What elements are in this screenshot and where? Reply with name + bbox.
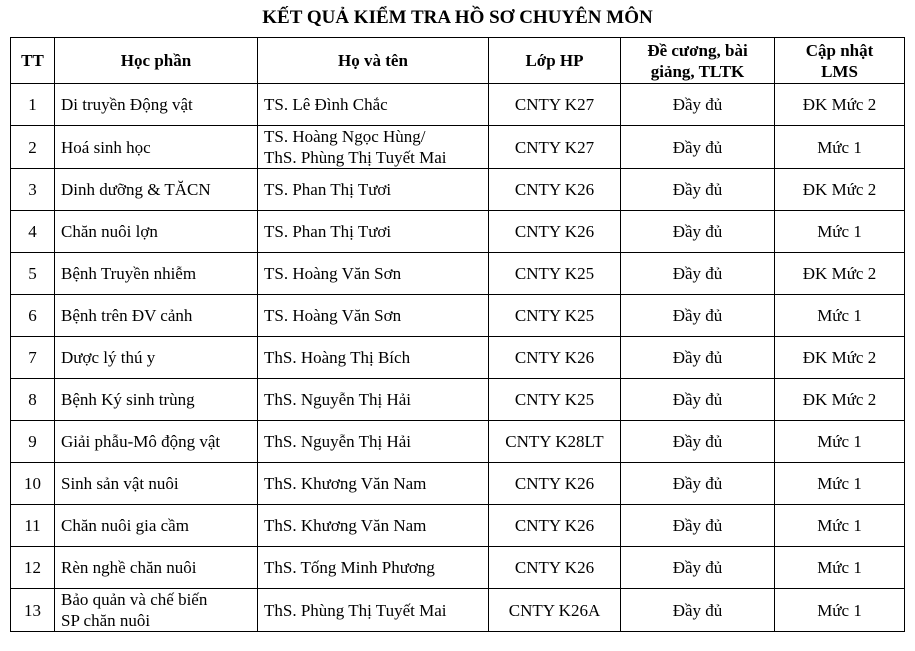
table-row bbox=[11, 421, 905, 463]
class-code: CNTY K27 bbox=[489, 126, 621, 169]
class-code: CNTY K25 bbox=[489, 253, 621, 295]
table-row bbox=[11, 253, 905, 295]
lecturer-name-line1: ThS. Khương Văn Nam bbox=[264, 474, 427, 493]
lecturer-name-line1: TS. Phan Thị Tươi bbox=[264, 180, 392, 199]
course-name-line1: Dược lý thú y bbox=[61, 348, 156, 367]
lecturer-name bbox=[258, 211, 489, 253]
course-name-line1: Rèn nghề chăn nuôi bbox=[61, 558, 197, 577]
table-row bbox=[11, 295, 905, 337]
lecturer-name bbox=[258, 379, 489, 421]
lecturer-name bbox=[258, 505, 489, 547]
row-number: 11 bbox=[11, 505, 55, 547]
syllabus-status: Đầy đủ bbox=[621, 547, 775, 589]
lms-status: Mức 1 bbox=[775, 421, 905, 463]
course-name-line1: Chăn nuôi lợn bbox=[61, 222, 158, 241]
header-tt: TT bbox=[11, 38, 55, 84]
lecturer-name bbox=[258, 126, 489, 169]
course-name-line1: Hoá sinh học bbox=[61, 137, 151, 157]
course-name-line1: Bệnh Ký sinh trùng bbox=[61, 390, 195, 409]
lms-status: ĐK Mức 2 bbox=[775, 379, 905, 421]
table-row bbox=[11, 589, 905, 632]
lms-status: ĐK Mức 2 bbox=[775, 84, 905, 126]
course-name bbox=[55, 589, 258, 632]
course-name-line1: Di truyền Động vật bbox=[61, 95, 193, 114]
table-row bbox=[11, 211, 905, 253]
row-number: 4 bbox=[11, 211, 55, 253]
lms-status: Mức 1 bbox=[775, 463, 905, 505]
class-code: CNTY K26 bbox=[489, 337, 621, 379]
header-cap-nhat-line1: Cập nhật bbox=[805, 40, 874, 60]
header-de-cuong-line1: Đề cương, bài bbox=[647, 40, 748, 60]
lecturer-name-line1: ThS. Khương Văn Nam bbox=[264, 516, 427, 535]
class-code: CNTY K26A bbox=[489, 589, 621, 632]
lecturer-name-line1: TS. Hoàng Văn Sơn bbox=[264, 306, 402, 325]
lecturer-name-line1: TS. Hoàng Văn Sơn bbox=[264, 264, 402, 283]
syllabus-status: Đầy đủ bbox=[621, 211, 775, 253]
page-title: KẾT QUẢ KIỂM TRA HỒ SƠ CHUYÊN MÔN bbox=[262, 7, 653, 28]
table-row bbox=[11, 169, 905, 211]
course-name bbox=[55, 84, 258, 126]
table-row bbox=[11, 337, 905, 379]
class-code: CNTY K25 bbox=[489, 295, 621, 337]
syllabus-status: Đầy đủ bbox=[621, 253, 775, 295]
lecturer-name-line1: ThS. Phùng Thị Tuyết Mai bbox=[264, 600, 447, 620]
lms-status: ĐK Mức 2 bbox=[775, 337, 905, 379]
lecturer-name bbox=[258, 463, 489, 505]
row-number: 2 bbox=[11, 126, 55, 169]
syllabus-status: Đầy đủ bbox=[621, 126, 775, 169]
lecturer-name-line2: ThS. Phùng Thị Tuyết Mai bbox=[264, 148, 447, 167]
course-name-line1: Giải phẫu-Mô động vật bbox=[61, 432, 221, 451]
lecturer-name-line1: TS. Hoàng Ngọc Hùng/ bbox=[264, 127, 426, 146]
header-cap-nhat-line2: LMS bbox=[821, 61, 858, 81]
lms-status: Mức 1 bbox=[775, 505, 905, 547]
lecturer-name bbox=[258, 169, 489, 211]
course-name bbox=[55, 547, 258, 589]
course-name bbox=[55, 505, 258, 547]
class-code: CNTY K26 bbox=[489, 169, 621, 211]
course-name bbox=[55, 253, 258, 295]
row-number: 5 bbox=[11, 253, 55, 295]
lecturer-name bbox=[258, 295, 489, 337]
row-number: 9 bbox=[11, 421, 55, 463]
table-header-row bbox=[11, 38, 905, 84]
table-row bbox=[11, 505, 905, 547]
row-number: 3 bbox=[11, 169, 55, 211]
class-code: CNTY K28LT bbox=[489, 421, 621, 463]
syllabus-status: Đầy đủ bbox=[621, 84, 775, 126]
table-row bbox=[11, 126, 905, 169]
course-name-line1: Bệnh Truyền nhiễm bbox=[61, 264, 197, 283]
lecturer-name-line1: ThS. Hoàng Thị Bích bbox=[264, 348, 411, 367]
lecturer-name bbox=[258, 547, 489, 589]
course-name bbox=[55, 211, 258, 253]
row-number: 7 bbox=[11, 337, 55, 379]
lms-status: ĐK Mức 2 bbox=[775, 253, 905, 295]
class-code: CNTY K25 bbox=[489, 379, 621, 421]
lecturer-name bbox=[258, 84, 489, 126]
syllabus-status: Đầy đủ bbox=[621, 379, 775, 421]
lecturer-name-line1: ThS. Nguyễn Thị Hải bbox=[264, 432, 412, 451]
course-name-line1: Bệnh trên ĐV cảnh bbox=[61, 306, 193, 325]
header-cap-nhat bbox=[775, 38, 905, 84]
syllabus-status: Đầy đủ bbox=[621, 463, 775, 505]
lecturer-name-line1: TS. Lê Đình Chắc bbox=[264, 95, 388, 114]
class-code: CNTY K26 bbox=[489, 547, 621, 589]
syllabus-status: Đầy đủ bbox=[621, 337, 775, 379]
results-table bbox=[10, 37, 905, 632]
course-name-line2: SP chăn nuôi bbox=[61, 611, 151, 630]
lecturer-name-line1: ThS. Tống Minh Phương bbox=[264, 558, 435, 577]
class-code: CNTY K26 bbox=[489, 211, 621, 253]
course-name bbox=[55, 169, 258, 211]
course-name-line1: Bảo quản và chế biến bbox=[61, 590, 208, 609]
table-row bbox=[11, 379, 905, 421]
header-de-cuong bbox=[621, 38, 775, 84]
row-number: 12 bbox=[11, 547, 55, 589]
lms-status: Mức 1 bbox=[775, 547, 905, 589]
syllabus-status: Đầy đủ bbox=[621, 295, 775, 337]
lms-status: Mức 1 bbox=[775, 589, 905, 632]
row-number: 10 bbox=[11, 463, 55, 505]
lecturer-name-line1: ThS. Nguyễn Thị Hải bbox=[264, 390, 412, 409]
lecturer-name bbox=[258, 421, 489, 463]
table-row bbox=[11, 547, 905, 589]
header-hoc-phan: Học phần bbox=[55, 38, 258, 84]
table-body bbox=[11, 84, 905, 632]
course-name bbox=[55, 379, 258, 421]
lms-status: Mức 1 bbox=[775, 126, 905, 169]
lecturer-name bbox=[258, 589, 489, 632]
header-ho-ten: Họ và tên bbox=[258, 38, 489, 84]
course-name bbox=[55, 295, 258, 337]
lecturer-name-line1: TS. Phan Thị Tươi bbox=[264, 222, 392, 241]
course-name bbox=[55, 126, 258, 169]
header-lop-hp: Lớp HP bbox=[489, 38, 621, 84]
lms-status: Mức 1 bbox=[775, 295, 905, 337]
row-number: 13 bbox=[11, 589, 55, 632]
class-code: CNTY K26 bbox=[489, 505, 621, 547]
syllabus-status: Đầy đủ bbox=[621, 505, 775, 547]
syllabus-status: Đầy đủ bbox=[621, 421, 775, 463]
table-row bbox=[11, 463, 905, 505]
header-de-cuong-line2: giảng, TLTK bbox=[650, 61, 745, 81]
table-row bbox=[11, 84, 905, 126]
class-code: CNTY K27 bbox=[489, 84, 621, 126]
lms-status: ĐK Mức 2 bbox=[775, 169, 905, 211]
syllabus-status: Đầy đủ bbox=[621, 169, 775, 211]
class-code: CNTY K26 bbox=[489, 463, 621, 505]
course-name bbox=[55, 337, 258, 379]
course-name-line1: Dinh dưỡng & TĂCN bbox=[61, 180, 211, 199]
syllabus-status: Đầy đủ bbox=[621, 589, 775, 632]
course-name bbox=[55, 421, 258, 463]
course-name bbox=[55, 463, 258, 505]
lms-status: Mức 1 bbox=[775, 211, 905, 253]
row-number: 8 bbox=[11, 379, 55, 421]
row-number: 1 bbox=[11, 84, 55, 126]
lecturer-name bbox=[258, 337, 489, 379]
row-number: 6 bbox=[11, 295, 55, 337]
lecturer-name bbox=[258, 253, 489, 295]
course-name-line1: Sinh sản vật nuôi bbox=[61, 474, 179, 493]
course-name-line1: Chăn nuôi gia cầm bbox=[61, 516, 189, 535]
